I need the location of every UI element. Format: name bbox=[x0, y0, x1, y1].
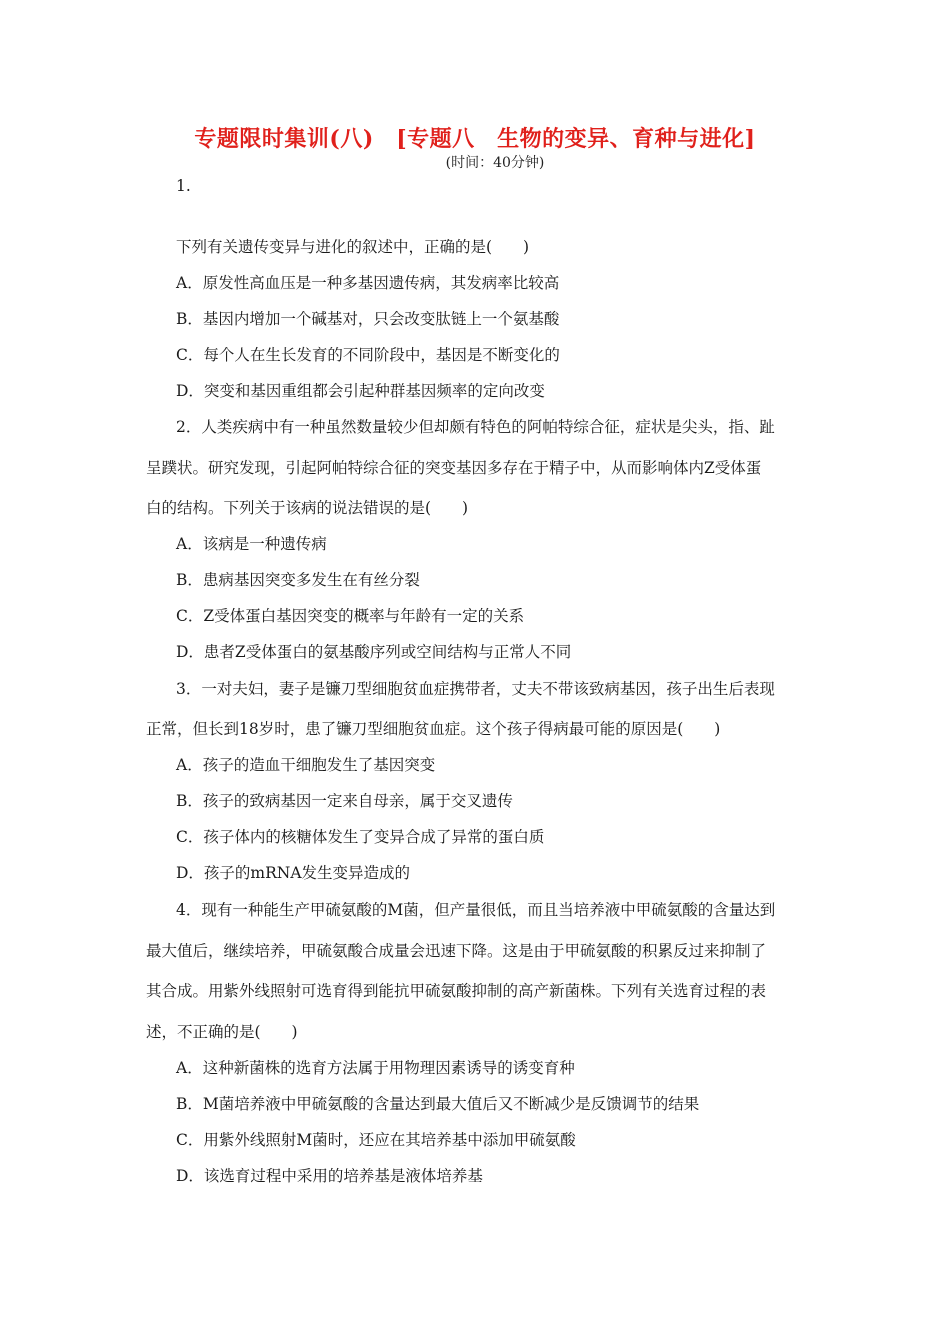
question-4-stem-line-3: 其合成。用紫外线照射可选育得到能抗甲硫氨酸抑制的高产新菌株。下列有关选育过程的表 bbox=[146, 982, 767, 1000]
question-4-option-d: D．该选育过程中采用的培养基是液体培养基 bbox=[176, 1167, 483, 1185]
question-1-number: 1. bbox=[176, 177, 191, 195]
question-1-option-b: B．基因内增加一个碱基对，只会改变肽链上一个氨基酸 bbox=[176, 310, 560, 328]
question-1-option-c: C．每个人在生长发育的不同阶段中，基因是不断变化的 bbox=[176, 346, 560, 364]
question-2-option-c: C．Z受体蛋白基因突变的概率与年龄有一定的关系 bbox=[176, 607, 525, 625]
question-1-option-a: A．原发性高血压是一种多基因遗传病，其发病率比较高 bbox=[176, 274, 560, 292]
question-1-option-d: D．突变和基因重组都会引起种群基因频率的定向改变 bbox=[176, 382, 545, 400]
question-4-option-b: B．M菌培养液中甲硫氨酸的含量达到最大值后又不断减少是反馈调节的结果 bbox=[176, 1095, 700, 1113]
question-3-stem-line-2: 正常，但长到18岁时，患了镰刀型细胞贫血症。这个孩子得病最可能的原因是( ) bbox=[146, 720, 721, 738]
question-1-stem: 下列有关遗传变异与进化的叙述中，正确的是( ) bbox=[176, 238, 530, 256]
question-2-option-a: A．该病是一种遗传病 bbox=[176, 535, 327, 553]
question-4-stem-line-2: 最大值后，继续培养，甲硫氨酸合成量会迅速下降。这是由于甲硫氨酸的积累反过来抑制了 bbox=[146, 942, 767, 960]
question-2-stem-line-2: 呈蹼状。研究发现，引起阿帕特综合征的突变基因多存在于精子中，从而影响体内Z受体蛋 bbox=[146, 459, 762, 477]
question-2-stem-line-3: 白的结构。下列关于该病的说法错误的是( ) bbox=[146, 499, 469, 517]
question-2-option-b: B．患病基因突变多发生在有丝分裂 bbox=[176, 571, 420, 589]
question-4-option-a: A．这种新菌株的选育方法属于用物理因素诱导的诱变育种 bbox=[176, 1059, 575, 1077]
question-4-option-c: C．用紫外线照射M菌时，还应在其培养基中添加甲硫氨酸 bbox=[176, 1131, 576, 1149]
question-3-option-a: A．孩子的造血干细胞发生了基因突变 bbox=[176, 756, 436, 774]
question-3-option-c: C．孩子体内的核糖体发生了变异合成了异常的蛋白质 bbox=[176, 828, 545, 846]
question-3-option-d: D．孩子的mRNA发生变异造成的 bbox=[176, 864, 411, 882]
page-title: 专题限时集训(八) [专题八 生物的变异、育种与进化] bbox=[194, 126, 756, 152]
question-3-stem-line-1: 3．一对夫妇，妻子是镰刀型细胞贫血症携带者，丈夫不带该致病基因，孩子出生后表现 bbox=[176, 680, 775, 698]
question-4-stem-line-1: 4．现有一种能生产甲硫氨酸的M菌，但产量很低，而且当培养液中甲硫氨酸的含量达到 bbox=[176, 901, 776, 919]
time-limit: (时间：40分钟) bbox=[445, 155, 545, 171]
question-2-option-d: D．患者Z受体蛋白的氨基酸序列或空间结构与正常人不同 bbox=[176, 643, 572, 661]
question-2-stem-line-1: 2．人类疾病中有一种虽然数量较少但却颇有特色的阿帕特综合征，症状是尖头，指、趾 bbox=[176, 418, 775, 436]
question-3-option-b: B．孩子的致病基因一定来自母亲，属于交叉遗传 bbox=[176, 792, 513, 810]
question-4-stem-line-4: 述，不正确的是( ) bbox=[146, 1023, 298, 1041]
